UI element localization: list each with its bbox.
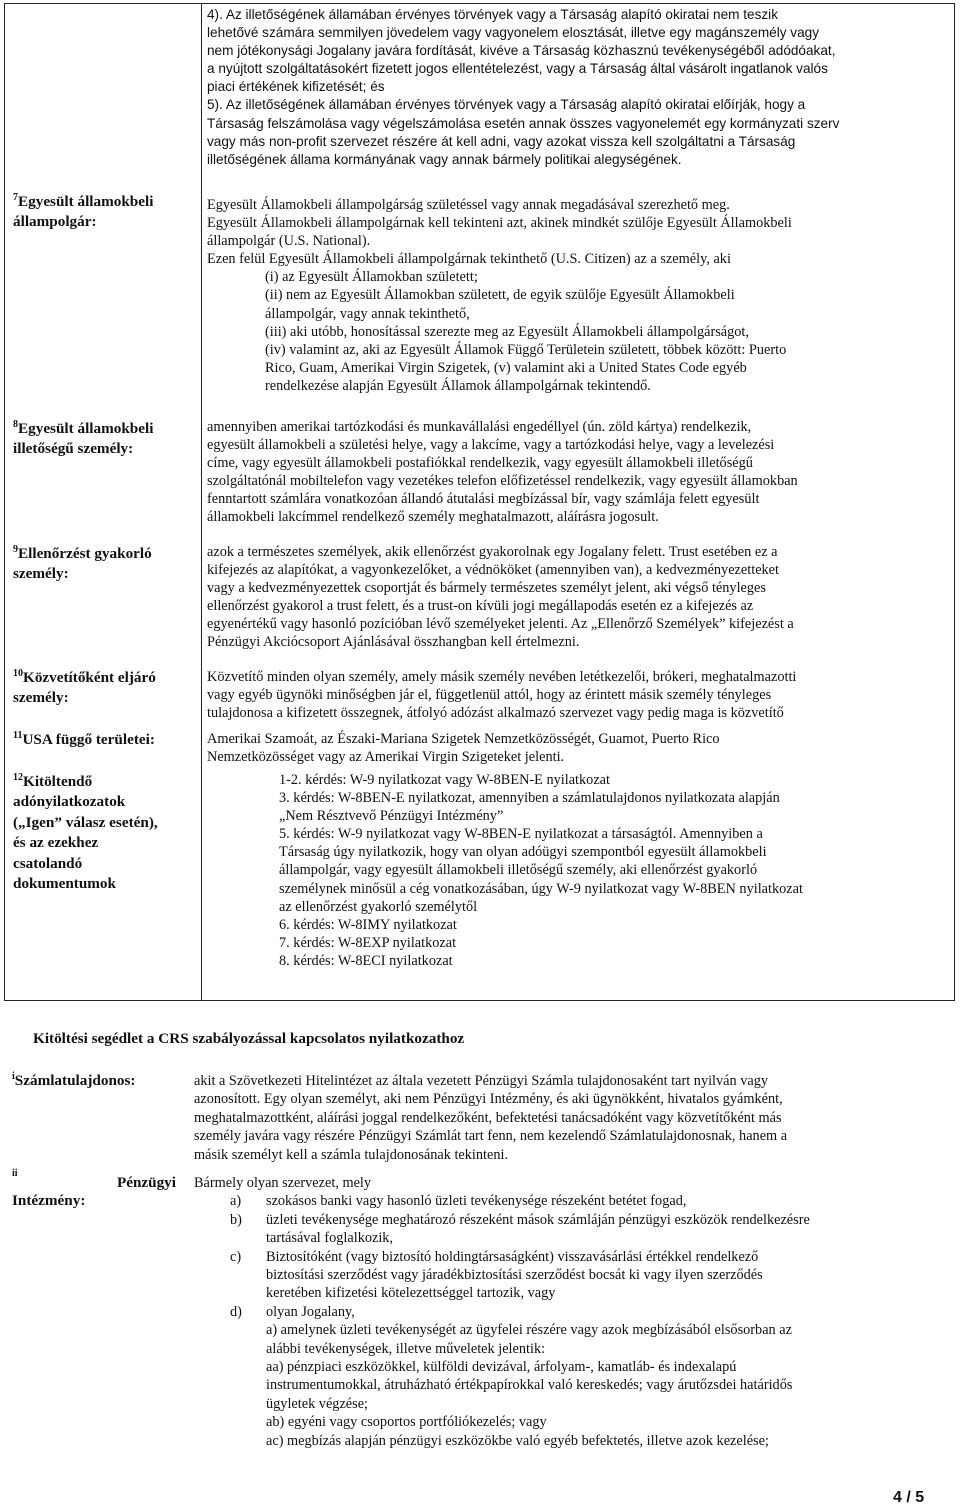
label-tax-forms: $^{12}$Kitöltendő adónyilatkozatok („Igen” válasz esetén), és az ezekhez csatolandó dokumentumok xyxy=(13,771,158,893)
label-controlling-person: $^9$Ellenőrzést gyakorló személy: xyxy=(13,543,152,583)
definition-intermediary: Közvetítő minden olyan személy, amely másik személy nevében letétkezelői, brókeri, meghatalmazotti vagy egyéb ügynöki minőségben jár el, függetlenül attól, hogy az érintett másik személy tényleges tulajdonosa a kifizetett összegnek, átfolyó adózást alkalmazó szervezet vagy pedig maga is közvetítő xyxy=(207,669,797,722)
list-item: a) szokásos banki vagy hasonló üzleti tevékenysége részeként betétet fogad, xyxy=(230,1193,687,1210)
page-number: 4 / 5 xyxy=(893,1489,925,1506)
definition-financial-institution: Bármely olyan szervezet, mely a) szokásos banki vagy hasonló üzleti tevékenysége részeként betétet fogad, b) üzleti tevékenysége meghatározó részeként mások számláján pénzügyi eszközök rendelkezésre tartásával foglalkozik, c) Biztosítóként (vagy biztosító holdingtársaságként) visszavásárlási értékkel rendelkező biztosítási szerződést vagy járadékbiztosítási szerződést bocsát ki vagy ilyen szerződés keretében kifizetési kötelezettséggel tartozik, vagy d) olyan Jogalany, a) amelynek üzleti tevékenységét az ügyfelei részére vagy azok megbízásából elsősorban az alábbi tevékenységek, illetve műveletek jelentik: aa) pénzpiaci eszközökkel, külföldi devizával, árfolyam-, kamatláb- és indexalapú instrumentumokkal, átruházható értékpapírokkal való kereskedés; vagy árutőzsdei határidős ügyletek végzése; ab) egyéni vagy csoportos portfóliókezelés; vagy ac) megbízás alapján pénzügyi eszközökbe való egyéb befektetés, illetve azok kezelése; xyxy=(194,1174,948,1450)
list-item: c) Biztosítóként (vagy biztosító holdingtársaságként) visszavásárlási értékkel rendelkező biztosítási szerződést vagy járadékbiztosítási szerződést bocsát ki vagy ilyen szerződés keretében kifizetési kötelezettséggel tartozik, vagy xyxy=(230,1248,763,1302)
list-item: d) olyan Jogalany, xyxy=(230,1303,355,1320)
definitions-table xyxy=(4,3,955,1001)
crs-heading: Kitöltési segédlet a CRS szabályozással kapcsolatos nyilatkozathoz xyxy=(33,1030,465,1047)
list-item: b) üzleti tevékenysége meghatározó részeként mások számláján pénzügyi eszközök rendelkezésre tartásával foglalkozik, xyxy=(230,1211,810,1247)
label-us-citizen: $^7$Egyesült államokbeli állampolgár: xyxy=(13,191,154,231)
definition-us-resident: amennyiben amerikai tartózkodási és munkavállalási engedéllyel (ún. zöld kártya) rendelkezik, egyesült államokbeli a születési helye, vagy a lakcíme, vagy a tartózkodási helye, vagy a levelezési címe, vagy egyesült államokbeli postafiókkal rendelkezik, vagy egyesült államokbeli illetőségű szolgáltatónál mobiltelefon vagy vezetékes telefon előfizetéssel rendelkezik, vagy egyesült államokban fenntartott számlára vonatkozóan állandó átutalási megbízással bír, vagy számlája felett egyesült államokbeli lakcímmel rendelkező személy meghatalmazott, aláírásra jogosult. xyxy=(207,419,798,526)
definition-tax-forms: 1-2. kérdés: W-9 nyilatkozat vagy W-8BEN-E nyilatkozat 3. kérdés: W-8BEN-E nyilatkozat, amennyiben a számlatulajdonos nyilatkozata alapján „Nem Résztvevő Pénzügyi Intézmény” 5. kérdés: W-9 nyilatkozat vagy W-8BEN-E nyilatkozat a társaságtól. Amennyiben a Társaság úgy nyilatkozik, hogy van olyan adóügyi szempontból egyesült államokbeli állampolgár, vagy egyesült államokbeli illetőségű személy, aki ellenőrzést gyakorló személynek minősül a cég vonatkozásában, úgy W-9 nyilatkozat vagy W-8BEN nyilatkozat az ellenőrzést gyakorló személytől 6. kérdés: W-8IMY nyilatkozat 7. kérdés: W-8EXP nyilatkozat 8. kérdés: W-8ECI nyilatkozat xyxy=(279,772,803,969)
definition-controlling-person: azok a természetes személyek, akik ellenőrzést gyakorolnak egy Jogalany felett. Trust esetében ez a kifejezés az alapítókat, a vagyonkezelőket, a védnököket (amennyiben van), a kedvezményezetteket vagy a kedvezményezettek csoportját és bármely természetes személyt jelent, aki végső tényleges ellenőrzést gyakorol a trust felett, és a trust-on kívüli jogi megállapodás esetén ez a kifejezés az egyenértékű vagy hasonló pozícióban lévő személyeket jelenti. Az „Ellenőrző Személyek” kifejezést a Pénzügyi Akciócsoport Ajánlásával összhangban kell értelmezni. xyxy=(207,544,794,651)
label-intermediary: $^{10}$Közvetítőként eljáró személy: xyxy=(13,667,156,707)
label-financial-institution: ii Pénzügyi Intézmény: xyxy=(12,1168,176,1210)
label-us-territories: $^{11}$USA függő területei: xyxy=(13,729,155,748)
definition-us-citizen: Egyesült Államokbeli állampolgárság születéssel vagy annak megadásával szerezhető meg. Egyesült Államokbeli állampolgárnak kell tekinteni azt, akinek mindkét szülője Egyesült Államokbeli állampolgár (U.S. National). Ezen felül Egyesült Államokbeli állampolgárnak tekinthető (U.S. Citizen) az a személy, aki (i) az Egyesült Államokban született; (ii) nem az Egyesült Államokban született, de egyik szülője Egyesült Államokbeli állampolgár, vagy annak tekinthető, (iii) aki utóbb, honosítással szerezte meg az Egyesült Államokbeli állampolgárságot, (iv) valamint az, aki az Egyesült Államok Függő Területein született, többek között: Puerto Rico, Guam, Amerikai Virgin Szigetek, (v) valamint aki a United States Code egyéb rendelkezése alapján Egyesült Államok állampolgárnak tekintendő. xyxy=(207,197,792,394)
definition-us-territories: Amerikai Szamoát, az Északi-Mariana Szigetek Nemzetközösségét, Guamot, Puerto Rico Nemzetközösséget vagy az Amerikai Virgin Szigeteket jelenti. xyxy=(207,731,720,766)
label-account-holder: $^i$Számlatulajdonos: xyxy=(12,1070,136,1089)
definition-account-holder: akit a Szövetkezeti Hitelintézet az általa vezetett Pénzügyi Számla tulajdonosaként tart nyilván vagy azonosított. Egy olyan személyt, aki nem Pénzügyi Intézmény, és aki ügynökként, hivatalos gyámként, meghatalmazottként, aláírási joggal rendelkezőként, befektetési tanácsadóként vagy közvetítőként más személy javára vagy részére Pénzügyi Számlát tart fenn, nem kezelendő Számlatulajdonosnak, hanem a másik személyt kell a számla tulajdonosának tekinteni. xyxy=(194,1073,788,1163)
label-us-resident: $^8$Egyesült államokbeli illetőségű személy: xyxy=(13,418,154,458)
column-divider xyxy=(201,4,202,1000)
definition-text-row-4: 4). Az illetőségének államában érvényes törvények vagy a Társaság alapító okiratai nem teszik lehetővé számára semmilyen jövedelem vagy vagyonelem elosztását, illetve egy magánszemély vagy nem jótékonysági Jogalany javára fordítását, kivéve a Társaság közhasznú tevékenységéből adódóakat, a nyújtott szolgáltatásokért fizetett jogos ellentételezést, vagy a Társaság által vásárolt ingatlanok valós piaci értékének kifizetését; és 5). Az illetőségének államában érvényes törvények vagy a Társaság alapító okiratai előírják, hogy a Társaság felszámolása vagy végelszámolása esetén annak összes vagyonelemét egy kormányzati szerv vagy más non-profit szervezet részére át kell adni, vagy azokat vissza kell szolgáltatni a Társaság illetőségének állama kormányának vagy annak bármely politikai alegységének. xyxy=(207,7,840,167)
